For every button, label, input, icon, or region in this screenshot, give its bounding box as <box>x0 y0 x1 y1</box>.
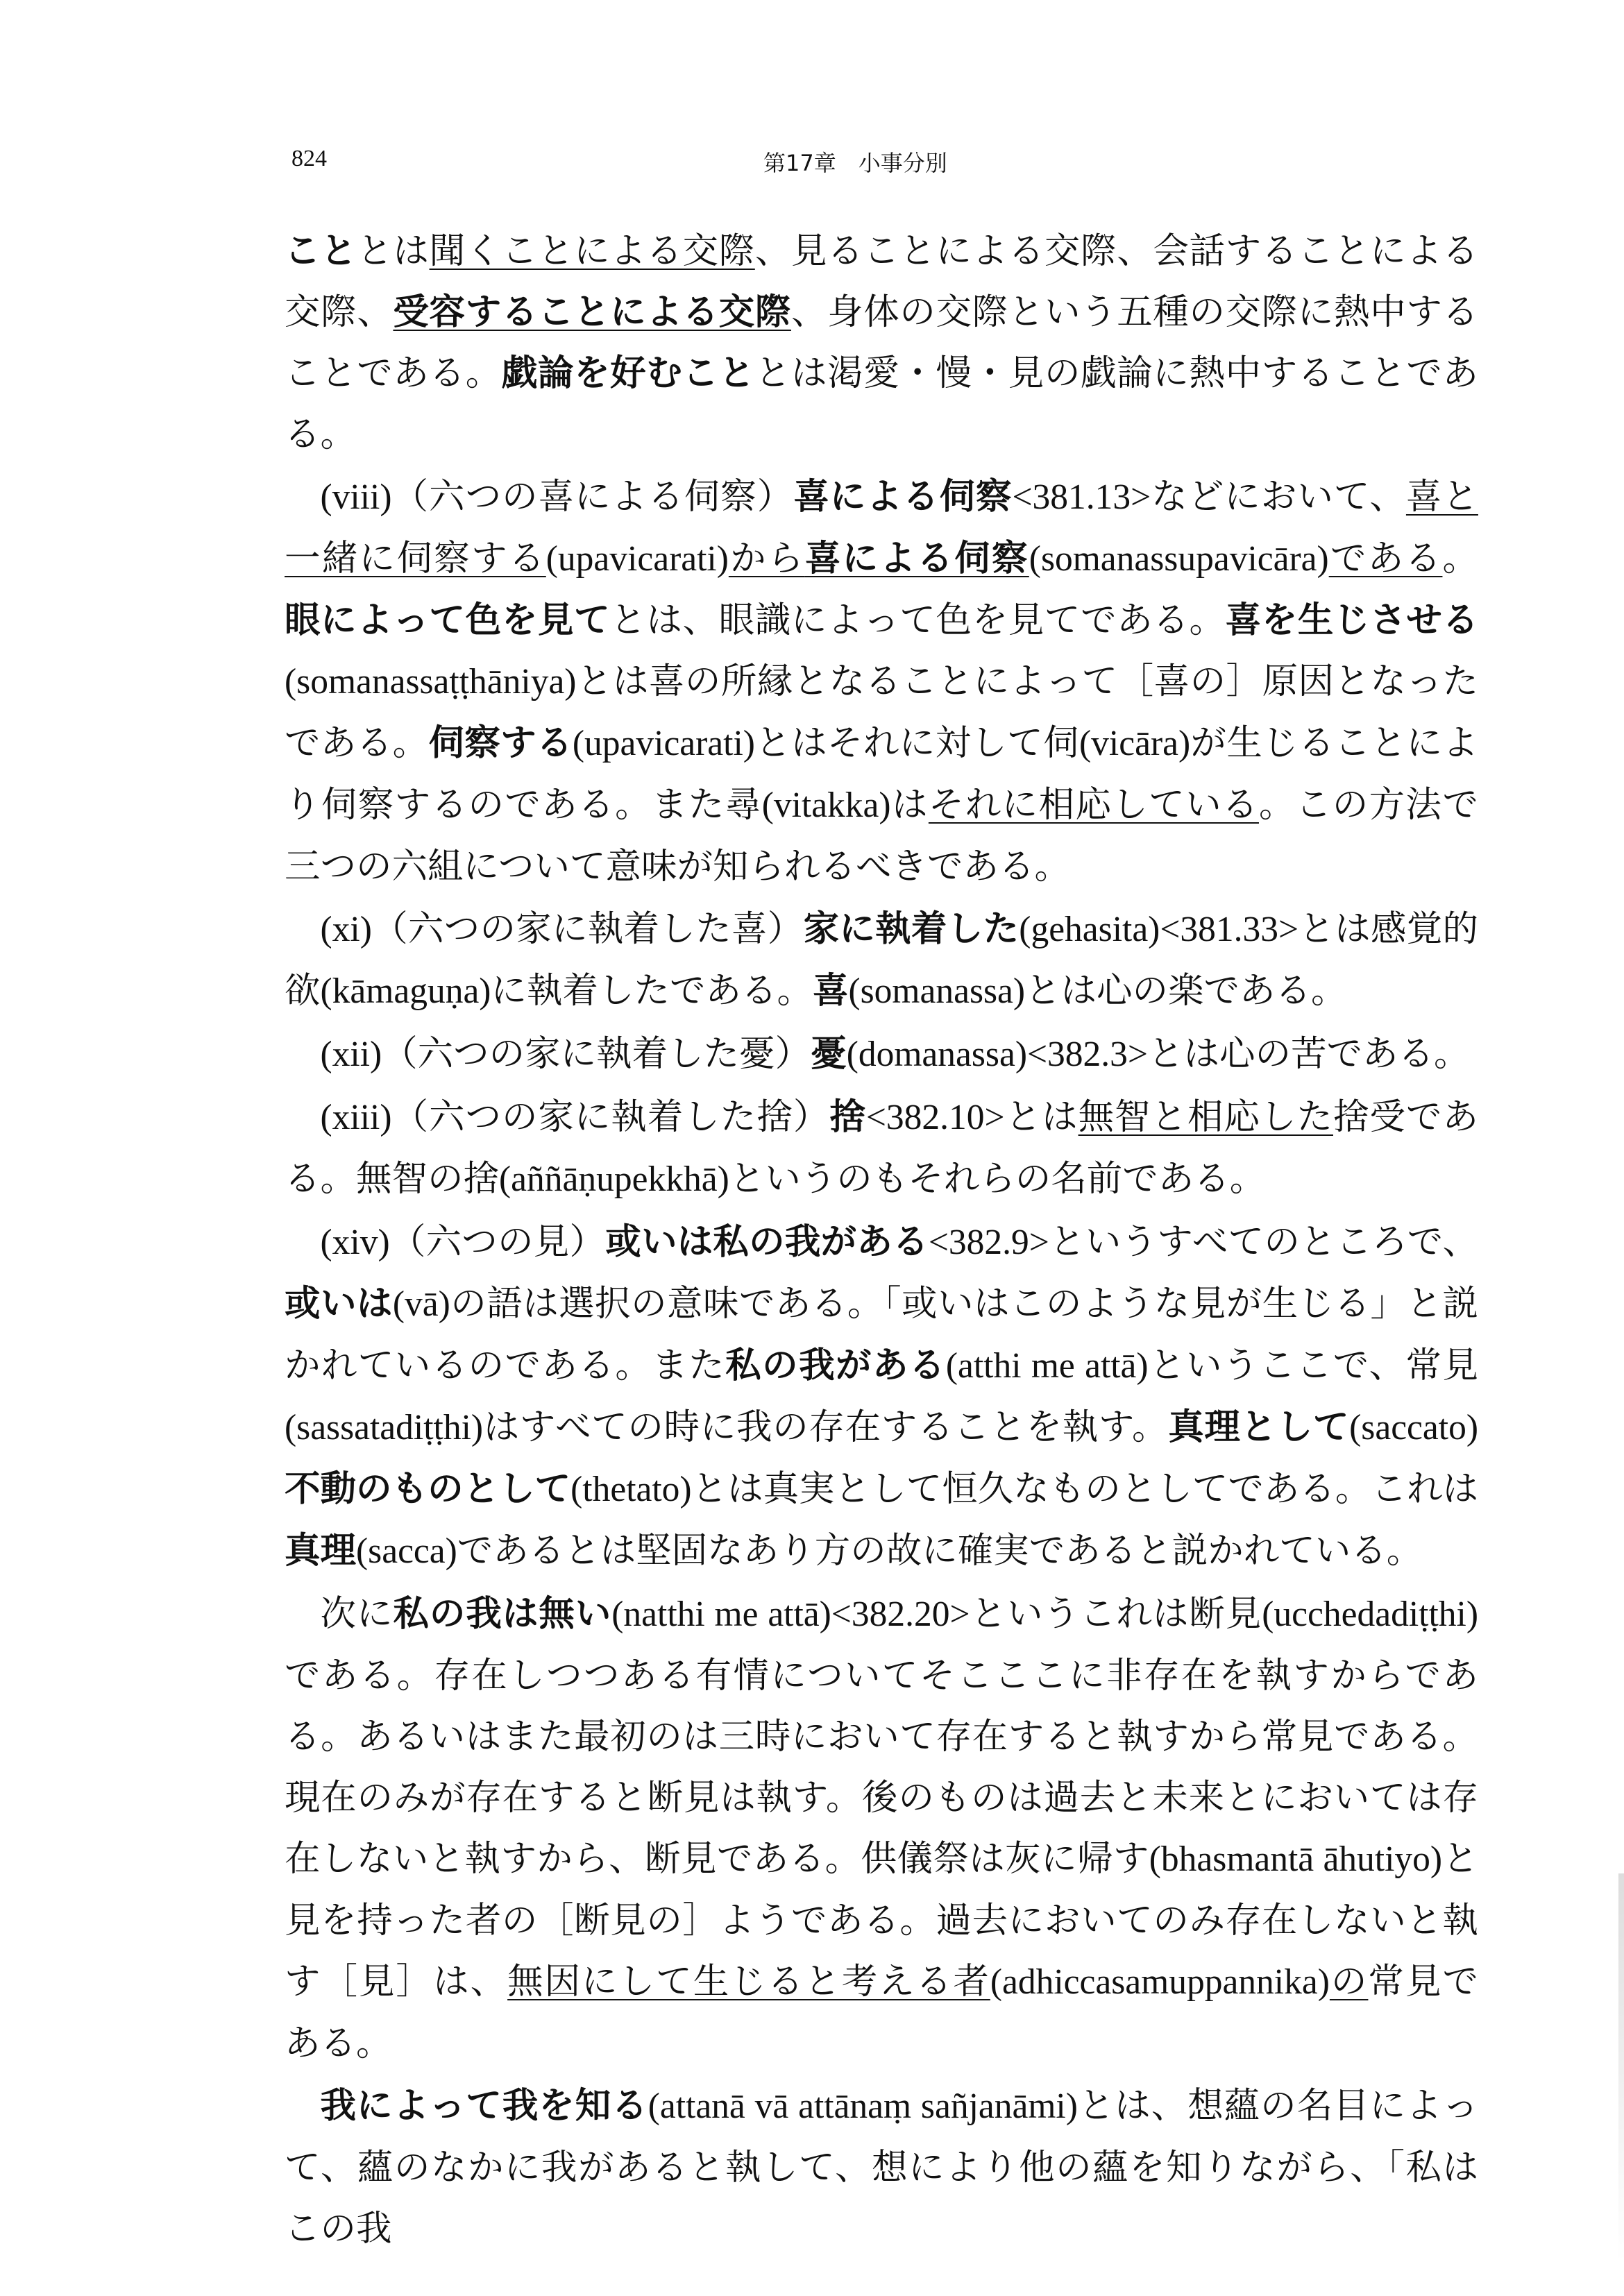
pali-term: (somanassaṭṭhāniya) <box>285 662 577 701</box>
text-run: 無因にして生じると考える者 <box>507 1961 990 2002</box>
pali-term: (xii) <box>320 1035 382 1074</box>
text-run: 次に <box>320 1593 394 1635</box>
bold-term: 私の我がある <box>725 1345 946 1386</box>
text-run: とは真実として恒久なものとしてである。これは <box>691 1468 1478 1510</box>
text-run: とは、眼識によって色を見てである。 <box>610 599 1226 641</box>
text-run: （六つの家に執着した憂） <box>382 1033 811 1075</box>
pali-term: (aññāṇupekkhā) <box>499 1159 729 1199</box>
pali-term: <382.9> <box>928 1223 1049 1262</box>
paragraph-p3 <box>285 899 1478 1022</box>
pali-term: (domanassa)<382.3> <box>846 1035 1148 1074</box>
bold-term: 私の我は無い <box>393 1593 612 1635</box>
pali-term: (bhasmantā āhutiyo) <box>1149 1839 1443 1879</box>
pali-term: (vicāra) <box>1079 724 1191 763</box>
bold-term: 喜による伺察 <box>793 476 1013 518</box>
text-run: というこれは断見 <box>970 1593 1262 1635</box>
text-run: それに相応している <box>928 784 1259 826</box>
bold-term: 家に執着した <box>803 908 1020 950</box>
pali-term: (xiv) <box>320 1223 390 1262</box>
pali-term: (xi) <box>320 910 372 949</box>
text-run: というすべてのところで、 <box>1049 1221 1478 1263</box>
pali-term: <382.10> <box>865 1098 1005 1137</box>
bold-term: 喜を生じさせる <box>1225 599 1478 641</box>
pali-term: (viii) <box>320 477 392 517</box>
text-run: 、身体の交際という五種の交際に熱中することである。 <box>285 291 1478 394</box>
pali-term: (upavicarati) <box>545 539 729 579</box>
body-text <box>285 221 1478 2261</box>
running-title: 第17章 小事分別 <box>763 150 947 176</box>
pali-term: (gehasita)<381.33> <box>1019 910 1299 949</box>
text-run: の語は選択の意味である。「或いはこのような見が生じる」と説かれているのである。また <box>285 1283 1478 1386</box>
text-run: とは <box>357 230 430 272</box>
pali-term: (saccato) <box>1349 1408 1478 1447</box>
text-run: 、見ることによる交際、会話することによる交際、 <box>285 230 1478 333</box>
bold-term: 眼によって色を見て <box>285 599 611 641</box>
bold-term: 喜 <box>812 970 849 1012</box>
page-number: 824 <box>291 146 327 171</box>
text-run: 常見である。 <box>285 1961 1478 2064</box>
text-run: であるとは堅固なあり方の故に確実であると説かれている。 <box>457 1530 1423 1572</box>
text-run: 。 <box>1442 538 1478 579</box>
paragraph-p5 <box>285 1087 1478 1210</box>
text-run: は <box>890 784 929 826</box>
pali-term: (thetato) <box>570 1470 692 1509</box>
text-run: はすべての時に我の存在することを執す。 <box>483 1406 1169 1448</box>
scan-edge-shadow <box>1618 1873 1624 2262</box>
text-run: とは感覚的欲 <box>285 908 1478 1012</box>
bold-term: こと <box>285 230 357 272</box>
text-run: とは心の苦である。 <box>1147 1033 1470 1075</box>
bold-term: 真理として <box>1168 1406 1350 1448</box>
text-run: というのもそれらの名前である。 <box>729 1158 1266 1200</box>
pali-term: (sacca) <box>356 1531 457 1571</box>
bold-term: 我によって我を知る <box>320 2085 648 2127</box>
paragraph-p7 <box>285 1583 1478 2074</box>
text-run: などにおいて、 <box>1151 476 1406 518</box>
text-run: 捨受である。無智の捨 <box>285 1096 1478 1200</box>
bold-term: 受容することによる交際 <box>393 291 791 333</box>
text-run: 聞くことによる交際 <box>429 230 755 272</box>
text-run: から <box>728 538 805 579</box>
text-run: （六つの喜による伺察） <box>391 476 794 518</box>
pali-term: (xiii) <box>320 1098 392 1137</box>
paragraph-p4 <box>285 1023 1478 1085</box>
text-run: （六つの家に執着した喜） <box>371 908 804 950</box>
paragraph-p1 <box>285 221 1478 465</box>
bold-term: 真理 <box>285 1530 357 1572</box>
paragraph-p8 <box>285 2075 1478 2259</box>
bold-term: 或いは <box>285 1283 393 1325</box>
pali-term: (sassatadiṭṭhi) <box>285 1408 484 1447</box>
bold-term: 捨 <box>829 1096 866 1138</box>
text-run: と見を持った者の［断見の］ようである。過去においてのみ存在しないと執す［見］は、 <box>285 1838 1478 2002</box>
text-run: に執着したである。 <box>491 970 813 1012</box>
pali-term: <381.13> <box>1012 477 1151 517</box>
text-run: である。存在しつつある有情についてそこここに非存在を執すからである。あるいはまた最初のは三時において存在すると執すから常見である。現在のみが存在すると断見は執す。後のものは過去と未来とにおいては存在しないと執すから、断見である。供儀祭は灰に帰す <box>285 1655 1478 1880</box>
pali-term: (atthi me attā) <box>945 1346 1149 1386</box>
text-run: とは心の楽である。 <box>1025 970 1347 1012</box>
pali-term: (vā) <box>392 1284 450 1324</box>
pali-term: (upavicarati) <box>572 724 755 763</box>
text-run: 無智と相応した <box>1078 1096 1333 1138</box>
text-run: （六つの家に執着した捨） <box>391 1096 830 1138</box>
bold-term: 喜による伺察 <box>804 538 1029 579</box>
text-run: 喜と一緒に伺察する <box>285 476 1478 579</box>
pali-term: (somanassa) <box>848 971 1026 1011</box>
paragraph-p6 <box>285 1211 1478 1582</box>
text-run: が生じることにより伺察するのである。また尋 <box>285 722 1478 826</box>
pali-term: (kāmaguṇa) <box>320 971 491 1011</box>
pali-term: (vitakka) <box>761 785 891 825</box>
pali-term: (adhiccasamuppannika) <box>990 1962 1330 2002</box>
text-run: とは、想蘊の名目によって、蘊のなかに我があると執して、想により他の蘊を知りながら、「私はこの我 <box>285 2085 1478 2250</box>
paragraph-p2 <box>285 466 1478 897</box>
bold-term: 或いは私の我がある <box>605 1221 929 1263</box>
text-run: とは渇愛・慢・見の戯論に熱中することである。 <box>285 352 1478 455</box>
text-run: である <box>1328 538 1443 579</box>
pali-term: (ucchedadiṭṭhi) <box>1262 1595 1478 1634</box>
pali-term: (somanassupavicāra) <box>1029 539 1329 579</box>
text-run: とは喜の所縁となることによって［喜の］原因となったである。 <box>285 661 1478 764</box>
text-run: とは <box>1004 1096 1079 1138</box>
text-run: （六つの見） <box>389 1221 606 1263</box>
pali-term: (attanā vā attānaṃ sañjanāmi) <box>648 2086 1078 2126</box>
text-run: というここで、常見 <box>1148 1345 1478 1386</box>
bold-term: 戯論を好むこと <box>501 352 755 394</box>
text-run: とはそれに対して伺 <box>754 722 1080 764</box>
bold-term: 不動のものとして <box>285 1468 571 1510</box>
bold-term: 憂 <box>811 1033 847 1075</box>
bold-term: 伺察する <box>428 722 573 764</box>
text-run: 。この方法で三つの六組について意味が知られるべきである。 <box>285 784 1478 887</box>
pali-term: (natthi me attā)<382.20> <box>611 1595 970 1634</box>
text-run: の <box>1329 1961 1369 2002</box>
page-header <box>0 139 1624 180</box>
